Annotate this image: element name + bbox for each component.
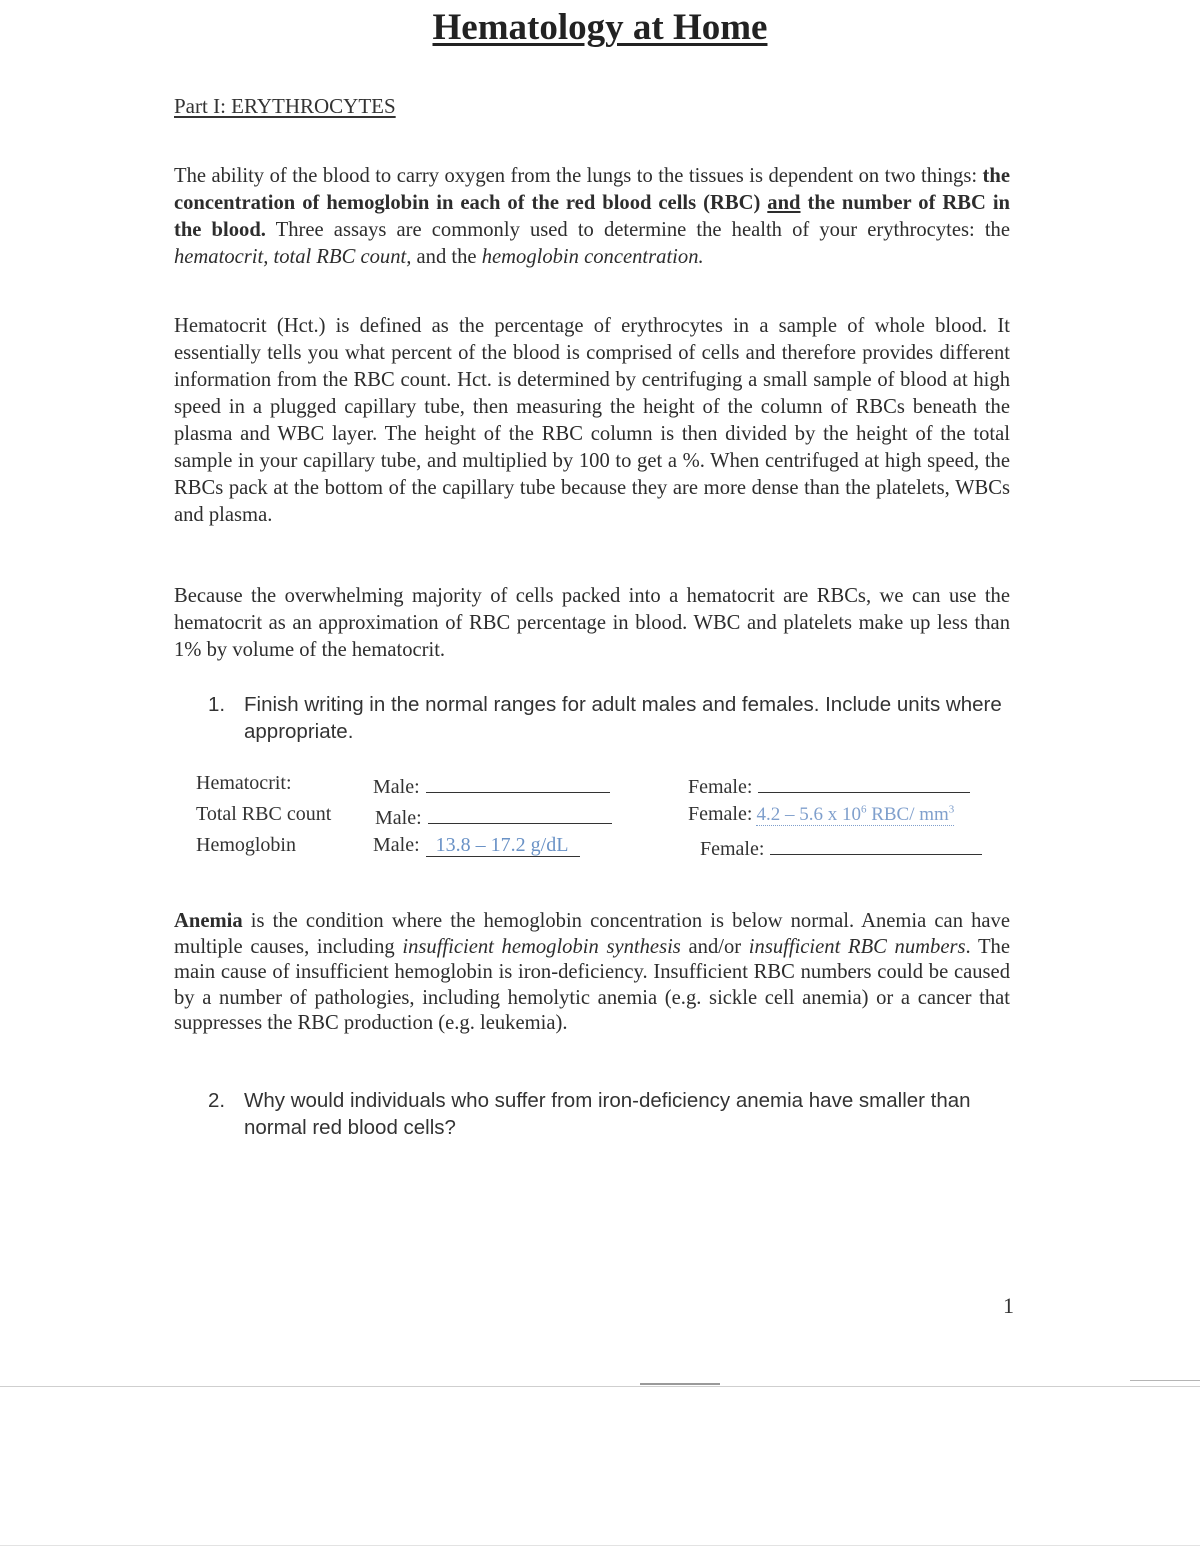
female-field: Female: [688,772,970,799]
question-number: 1. [208,693,226,716]
intro-paragraph: The ability of the blood to carry oxygen from the lungs to the tissues is dependent on two things: the concentration of hemoglobin in each of the red blood cells (RBC) and the number of RBC in the blood. Three assays are commonly used to determine the health of your erythrocytes: the hematocrit, total RBC count, and the hemoglobin concentration. [174,165,1010,268]
male-field: Male: [375,803,612,830]
scan-edge-line [0,1545,1200,1546]
ranges-row-hematocrit [0,772,1200,800]
female-field: Female: 4.2 – 5.6 x $10^6$ RBC/ $mm^3$ [688,803,955,825]
question-2 [208,1087,998,1141]
majority-paragraph: Because the overwhelming majority of cells packed into a hematocrit are RBCs, we can use the hematocrit as an approximation of RBC percentage in blood. WBC and platelets make up less than 1% by volume of the hematocrit. [174,585,1010,661]
page-number: 1 [1003,1293,1014,1318]
female-field: Female: [700,834,982,861]
male-answer-value[interactable]: 13.8 – 17.2 g/dL [426,834,581,857]
male-field: Male: [373,772,610,799]
row-label: Hematocrit: [196,772,292,794]
section-heading: Part I: ERYTHROCYTES [174,94,396,118]
male-answer-blank[interactable] [426,772,610,793]
anemia-paragraph: Anemia is the condition where the hemoglobin concentration is below normal. Anemia can have multiple causes, including insufficient hemoglobin synthesis and/or insufficient RBC numbers. The main cause of insufficient hemoglobin is iron-deficiency. Insufficient RBC numbers could be caused by a number of pathologies, including hemolytic anemia (e.g. sickle cell anemia) or a cancer that suppresses the RBC production (e.g. leukemia). [174,910,1010,1034]
ranges-row-hemoglobin [0,834,1200,862]
question-number: 2. [208,1089,226,1112]
female-answer-value[interactable]: 4.2 – 5.6 x $10^6$ RBC/ $mm^3$ [756,803,955,825]
ranges-row-rbc-count [0,803,1200,831]
question-1 [208,691,1010,745]
female-answer-blank[interactable] [770,834,982,855]
question-text: Finish writing in the normal ranges for adult males and females. Include units where appropriate. [244,693,1002,743]
page-title: Hematology at Home [432,7,768,48]
scan-mark [1130,1380,1200,1381]
male-field: Male: 13.8 – 17.2 g/dL [373,834,580,857]
row-label: Total RBC count [196,803,332,825]
scan-edge-line [0,1386,1200,1387]
male-answer-blank[interactable] [428,803,612,824]
scan-mark [640,1383,720,1385]
row-label: Hemoglobin [196,834,296,856]
hematocrit-paragraph: Hematocrit (Hct.) is defined as the percentage of erythrocytes in a sample of whole blood. It essentially tells you what percent of the blood is comprised of cells and therefore provides different information from the RBC count. Hct. is determined by centrifuging a small sample of blood at high speed in a plugged capillary tube, then measuring the height of the column of RBCs beneath the plasma and WBC layer. The height of the RBC column is then divided by the height of the total sample in your capillary tube, and multiplied by 100 to get a %. When centrifuged at high speed, the RBCs pack at the bottom of the capillary tube because they are more dense than the platelets, WBCs and plasma. [174,315,1010,526]
question-text: Why would individuals who suffer from iron-deficiency anemia have smaller than normal red blood cells? [244,1089,971,1139]
female-answer-blank[interactable] [758,772,970,793]
